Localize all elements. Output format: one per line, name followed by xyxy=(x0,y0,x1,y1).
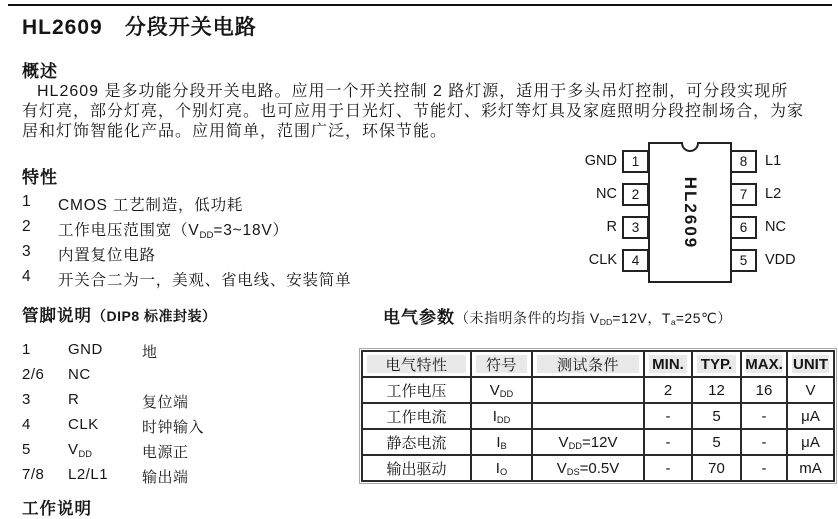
pin-number: 2/6 xyxy=(22,366,45,383)
table-row xyxy=(362,403,834,429)
params-heading xyxy=(383,303,732,328)
feature-number: 4 xyxy=(22,268,32,285)
electrical-parameters-table xyxy=(361,350,835,482)
cell-condition: $V_{DS}=0.5V$ xyxy=(532,455,644,481)
pin-description: 输出端 xyxy=(142,469,189,486)
cell-symbol: $I_O$ xyxy=(471,455,532,481)
column-header: 符号 xyxy=(471,351,532,377)
operation-heading: 工作说明 xyxy=(22,500,92,518)
pin-label-l2: L2 xyxy=(765,186,782,202)
chip-diagram xyxy=(575,138,820,290)
cell-unit: μA xyxy=(787,403,834,429)
column-header: TYP. xyxy=(692,351,741,377)
column-header: 电气特性 xyxy=(362,351,471,377)
table-row xyxy=(362,429,834,455)
chip-label: HL2609 xyxy=(680,176,700,249)
features-list xyxy=(22,193,542,293)
pin-description: 复位端 xyxy=(142,394,189,411)
column-header: MIN. xyxy=(644,351,692,377)
cell-unit: mA xyxy=(787,455,834,481)
pin-name: GND xyxy=(68,341,103,358)
pin-description: 时钟输入 xyxy=(142,419,205,436)
pins-heading-note: （DIP8 标准封装） xyxy=(92,308,217,324)
pin-label-vdd: VDD xyxy=(765,252,796,268)
params-heading-note: （未指明条件的均指 $V_{DD}=12V$，$T_a=25℃$） xyxy=(455,310,732,328)
page-title: HL2609 分段开关电路 xyxy=(22,16,257,39)
pins-heading-text: 管脚说明 xyxy=(22,307,92,325)
column-header: UNIT xyxy=(787,351,834,377)
cell-typ: 12 xyxy=(692,377,741,403)
feature-text: 内置复位电路 xyxy=(58,247,156,264)
cell-min: - xyxy=(644,429,692,455)
pin-number: 4 xyxy=(22,416,31,433)
column-header: 测试条件 xyxy=(532,351,644,377)
pin-description: 电源正 xyxy=(142,444,189,461)
top-rule xyxy=(8,4,832,6)
pin-row xyxy=(22,366,352,391)
pin-box-7: 7 xyxy=(730,183,757,206)
cell-min: - xyxy=(644,455,692,481)
pin-row xyxy=(22,391,352,416)
column-header: MAX. xyxy=(741,351,787,377)
pin-box-2: 2 xyxy=(622,183,649,206)
overview-paragraph xyxy=(22,82,828,142)
feature-item xyxy=(22,193,542,218)
feature-text: 开关合二为一，美观、省电线、安装简单 xyxy=(58,272,352,289)
cell-typ: 5 xyxy=(692,403,741,429)
table-row xyxy=(362,377,834,403)
pin-label-l1: L1 xyxy=(765,153,782,169)
cell-max: - xyxy=(741,429,787,455)
cell-condition: $V_{DD}=12V$ xyxy=(532,429,644,455)
feature-number: 3 xyxy=(22,243,32,260)
pin-box-8: 8 xyxy=(730,150,757,173)
cell-characteristic: 静态电流 xyxy=(362,429,471,455)
pin-label-gnd: GND xyxy=(584,153,617,169)
cell-typ: 70 xyxy=(692,455,741,481)
feature-number: 2 xyxy=(22,218,32,235)
pin-box-6: 6 xyxy=(730,216,757,239)
cell-characteristic: 输出驱动 xyxy=(362,455,471,481)
cell-unit: μA xyxy=(787,429,834,455)
cell-typ: 5 xyxy=(692,429,741,455)
pin-box-5: 5 xyxy=(730,249,757,272)
overview-heading: 概述 xyxy=(22,62,58,81)
pin-description: 地 xyxy=(142,344,158,361)
cell-max: - xyxy=(741,455,787,481)
features-heading: 特性 xyxy=(22,168,58,187)
pin-name: R xyxy=(68,391,80,408)
feature-item xyxy=(22,218,542,243)
pin-name: L2/L1 xyxy=(68,466,109,483)
feature-item xyxy=(22,268,542,293)
overview-line: 有灯亮，部分灯亮，个别灯亮。也可应用于日光灯、节能灯、彩灯等灯具及家庭照明分段控制场合，为家 xyxy=(22,103,805,120)
pin-row xyxy=(22,341,352,366)
pin-number: 5 xyxy=(22,441,31,458)
overview-line: 居和灯饰智能化产品。应用简单，范围广泛，环保节能。 xyxy=(22,123,448,140)
pin-name: $V_{DD}$ xyxy=(68,441,92,459)
cell-min: 2 xyxy=(644,377,692,403)
feature-text: 工作电压范围宽$(V_{DD}=3\sim 18V)$ xyxy=(58,222,289,241)
pins-heading xyxy=(22,302,217,326)
table-header-row xyxy=(362,351,834,377)
cell-condition xyxy=(532,403,644,429)
pin-name: CLK xyxy=(68,416,99,433)
pin-label-nc2: NC xyxy=(765,219,786,235)
chip-label-wrap xyxy=(648,142,732,283)
pin-name: NC xyxy=(68,366,91,383)
pin-number: 3 xyxy=(22,391,31,408)
cell-min: - xyxy=(644,403,692,429)
pin-row xyxy=(22,466,352,491)
pin-row xyxy=(22,441,352,466)
cell-unit: V xyxy=(787,377,834,403)
pin-box-3: 3 xyxy=(622,216,649,239)
cell-max: 16 xyxy=(741,377,787,403)
cell-symbol: $I_{DD}$ xyxy=(471,403,532,429)
pin-label-nc: NC xyxy=(596,186,617,202)
feature-item xyxy=(22,243,542,268)
pin-number: 7/8 xyxy=(22,466,45,483)
pin-label-r: R xyxy=(606,219,617,235)
feature-number: 1 xyxy=(22,193,32,210)
overview-line: HL2609 是多功能分段开关电路。应用一个开关控制 2 路灯源，适用于多头吊灯控制，可分段实现所 xyxy=(37,83,789,100)
cell-symbol: $I_B$ xyxy=(471,429,532,455)
params-heading-text: 电气参数 xyxy=(383,308,455,327)
cell-characteristic: 工作电压 xyxy=(362,377,471,403)
pin-number: 1 xyxy=(22,341,31,358)
pin-row xyxy=(22,416,352,441)
cell-characteristic: 工作电流 xyxy=(362,403,471,429)
cell-symbol: $V_{DD}$ xyxy=(471,377,532,403)
pin-box-1: 1 xyxy=(622,150,649,173)
pin-label-clk: CLK xyxy=(588,252,617,268)
cell-max: - xyxy=(741,403,787,429)
cell-condition xyxy=(532,377,644,403)
feature-text: CMOS 工艺制造，低功耗 xyxy=(58,197,244,214)
pin-box-4: 4 xyxy=(622,249,649,272)
pin-description-list xyxy=(22,341,352,491)
table-row xyxy=(362,455,834,481)
